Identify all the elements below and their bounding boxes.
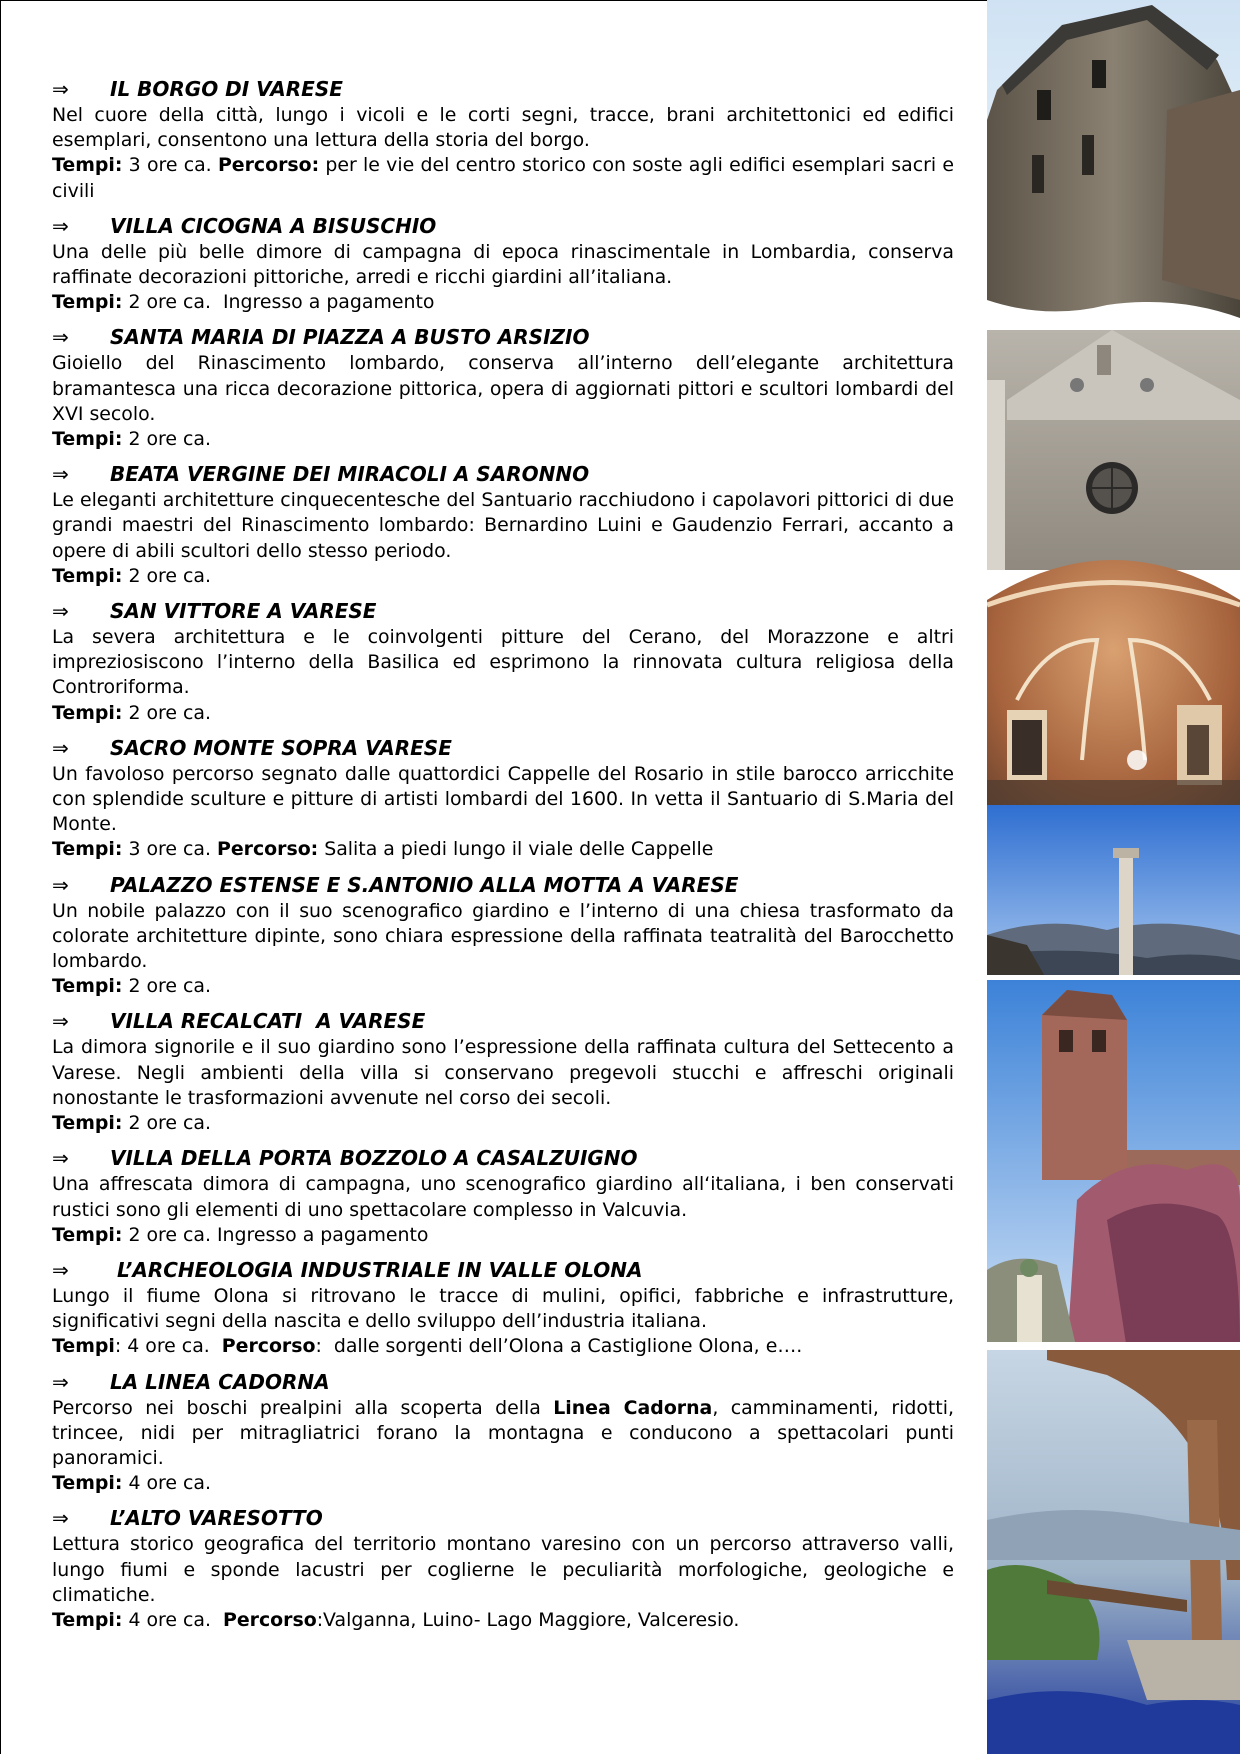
itinerary-item: [52, 76, 954, 204]
itinerary-time: Tempi: 4 ore ca. Percorso: dalle sorgenti dell’Olona a Castiglione Olona, e….: [52, 1335, 803, 1358]
arrow-right-icon: ⇒: [52, 1009, 69, 1034]
arrow-right-icon: ⇒: [52, 735, 69, 760]
itinerary-time: Tempi: 2 ore ca.: [52, 701, 211, 724]
itinerary-time: Tempi: 2 ore ca.: [52, 1112, 211, 1135]
itinerary-title: L’ARCHEOLOGIA INDUSTRIALE IN VALLE OLONA: [117, 1257, 643, 1282]
itinerary-description: Una delle più belle dimore di campagna di epoca rinascimentale in Lombardia, conserva raffinate decorazioni pittoriche, arredi e ricchi giardini all’italiana.: [52, 240, 954, 289]
itinerary-time: Tempi: 4 ore ca.: [52, 1472, 211, 1495]
photo-collage-graphic: [987, 0, 1240, 1754]
arrow-right-icon: ⇒: [52, 77, 69, 101]
itinerary-item: [52, 213, 954, 316]
itinerary-description: Lungo il fiume Olona si ritrovano le tracce di mulini, opifici, fabbriche e infrastrutture, significativi segni della nascita e dello sviluppo dell’industria italiana.: [52, 1284, 954, 1333]
itinerary-description: La severa architettura e le coinvolgenti pitture del Cerano, del Morazzone e altri impreziosiscono l’interno della Basilica ed esprimono la rinnovata cultura religiosa della Controriforma.: [52, 626, 954, 699]
itinerary-description: Un favoloso percorso segnato dalle quattordici Cappelle del Rosario in stile barocco arricchite con splendide sculture e pitture di artisti lombardi del 1600. In vetta il Santuario di S.Maria del Monte.: [52, 762, 954, 836]
arrow-right-icon: ⇒: [52, 1146, 69, 1171]
arrow-right-icon: ⇒: [52, 872, 69, 897]
itinerary-item: [52, 1257, 954, 1360]
itinerary-title: L’ALTO VARESOTTO: [110, 1506, 323, 1531]
itinerary-item: [52, 1008, 954, 1136]
arrow-right-icon: ⇒: [52, 462, 69, 487]
itinerary-title: BEATA VERGINE DEI MIRACOLI A SARONNO: [110, 462, 590, 487]
itinerary-title: IL BORGO DI VARESE: [110, 77, 343, 101]
arrow-right-icon: ⇒: [52, 325, 69, 350]
arrow-right-icon: ⇒: [52, 1369, 69, 1394]
itinerary-item: [52, 1145, 954, 1248]
page-frame-left: [0, 0, 1, 1754]
itinerary-item: [52, 461, 954, 589]
itinerary-title: PALAZZO ESTENSE E S.ANTONIO ALLA MOTTA A VARESE: [110, 872, 739, 897]
itinerary-title: LA LINEA CADORNA: [110, 1369, 330, 1394]
itinerary-title: SANTA MARIA DI PIAZZA A BUSTO ARSIZIO: [110, 325, 590, 350]
itinerary-description: La dimora signorile e il suo giardino sono l’espressione della raffinata cultura del Settecento a Varese. Negli ambienti della villa si conservano pregevoli stucchi e affreschi originali nonostante le trasformazioni avvenute nel corso dei secoli.: [52, 1036, 954, 1109]
arrow-right-icon: ⇒: [52, 213, 69, 238]
page-frame-top: [0, 0, 990, 1]
itinerary-description: Una affrescata dimora di campagna, uno scenografico giardino all‘italiana, i ben conservati rustici sono gli elementi di uno spettacolare complesso in Valcuvia.: [52, 1173, 954, 1221]
itinerary-item: [52, 872, 954, 1000]
itinerary-item: [52, 324, 954, 452]
photo-collage: [987, 0, 1240, 1754]
itinerary-item: [52, 1505, 954, 1633]
itinerary-description: Un nobile palazzo con il suo scenografico giardino e l’interno di una chiesa trasformato da colorate architetture dipinte, sono chiara espressione della raffinata teatralità del Barocchetto lombardo.: [52, 899, 954, 973]
itinerary-description: Percorso nei boschi prealpini alla scoperta della Linea Cadorna, camminamenti, ridotti, trincee, nidi per mitragliatrici forano la montagna e conducono a spettacolari punti panoramici.: [52, 1396, 954, 1469]
itinerary-title: VILLA CICOGNA A BISUSCHIO: [110, 213, 437, 238]
itinerary-time: Tempi: 3 ore ca. Percorso: Salita a piedi lungo il viale delle Cappelle: [52, 838, 714, 861]
itinerary-title: VILLA RECALCATI A VARESE: [110, 1009, 426, 1034]
itinerary-time: Tempi: 2 ore ca.: [52, 564, 211, 587]
itinerary-description: Le eleganti architetture cinquecentesche del Santuario racchiudono i capolavori pittorici di due grandi maestri del Rinascimento lombardo: Bernardino Luini e Gaudenzio Ferrari, accanto a opere di abili scultori dello stesso periodo.: [52, 489, 954, 562]
itinerary-item: [52, 598, 954, 726]
itinerary-time: Tempi: 2 ore ca.: [52, 975, 211, 998]
itinerary-item: [52, 735, 954, 863]
itinerary-time: Tempi: 2 ore ca. Ingresso a pagamento: [52, 291, 435, 314]
itinerary-time: Tempi: 3 ore ca. Percorso: per le vie del centro storico con soste agli edifici esemplari sacri e civili: [52, 154, 954, 202]
itinerary-title: SACRO MONTE SOPRA VARESE: [110, 735, 452, 760]
itinerary-time: Tempi: 2 ore ca. Ingresso a pagamento: [52, 1223, 429, 1246]
itinerary-title: VILLA DELLA PORTA BOZZOLO A CASALZUIGNO: [110, 1146, 638, 1171]
itinerary-time: Tempi: 2 ore ca.: [52, 428, 211, 451]
itinerary-description: Lettura storico geografica del territorio montano varesino con un percorso attraverso valli, lungo fiumi e sponde lacustri per coglierne le peculiarità morfologiche, geologiche e climatiche.: [52, 1533, 954, 1606]
arrow-right-icon: ⇒: [52, 1506, 69, 1531]
itinerary-list: [52, 76, 954, 1642]
itinerary-time: Tempi: 4 ore ca. Percorso:Valganna, Luino- Lago Maggiore, Valceresio.: [52, 1608, 740, 1631]
itinerary-title: SAN VITTORE A VARESE: [110, 599, 377, 624]
arrow-right-icon: ⇒: [52, 599, 69, 624]
itinerary-description: Nel cuore della città, lungo i vicoli e le corti segni, tracce, brani architettonici ed edifici esemplari, consentono una lettura della storia del borgo.: [52, 104, 954, 152]
itinerary-item: [52, 1369, 954, 1497]
arrow-right-icon: ⇒: [52, 1257, 69, 1282]
itinerary-description: Gioiello del Rinascimento lombardo, conserva all’interno dell’elegante architettura bramantesca una ricca decorazione pittorica, opera di aggiornati pittori e scultori lombardi del XVI secolo.: [52, 352, 954, 425]
